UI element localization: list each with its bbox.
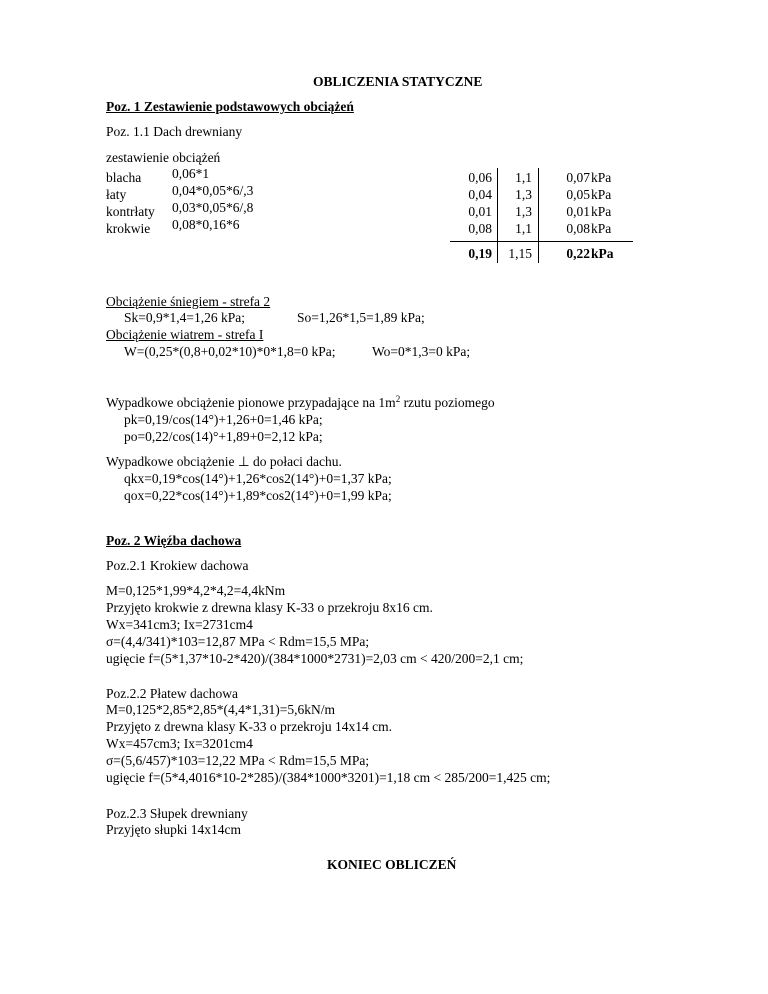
design-value: 0,01 [566, 204, 590, 219]
factor-total: 1,15 [508, 246, 532, 261]
calc-line: σ=(4,4/341)*103=12,87 MPa < Rdm=15,5 MPa; [106, 634, 370, 649]
char-total: 0,19 [468, 246, 492, 261]
design-value: 0,07 [566, 170, 590, 185]
subsection-title-1-1: Poz. 1.1 Dach drewniany [106, 124, 243, 139]
factor-value: 1,1 [515, 170, 532, 185]
table-sum-rule [450, 241, 633, 242]
char-value: 0,04 [468, 187, 492, 202]
design-total: 0,22 [566, 246, 590, 261]
table-vertical-rule [497, 168, 498, 263]
calc-line: M=0,125*2,85*2,85*(4,4*1,31)=5,6kN/m [106, 702, 335, 717]
load-name: kontrłaty [106, 204, 155, 219]
unit: kPa [591, 221, 612, 236]
char-value: 0,08 [468, 221, 492, 236]
snow-heading: Obciążenie śniegiem - strefa 2 [106, 294, 271, 309]
load-name: krokwie [106, 221, 151, 236]
po-line: po=0,22/cos(14)°+1,89+0=2,12 kPa; [124, 429, 323, 444]
design-value: 0,08 [566, 221, 590, 236]
calc-line: ugięcie f=(5*1,37*10-2*420)/(384*1000*2731)=2,03 cm < 420/200=2,1 cm; [106, 651, 524, 666]
calc-line: Wx=341cm3; Ix=2731cm4 [106, 617, 253, 632]
char-value: 0,06 [468, 170, 492, 185]
table-label: zestawienie obciążeń [106, 150, 221, 165]
unit-total: kPa [591, 246, 614, 261]
snow-so: So=1,26*1,5=1,89 kPa; [297, 310, 425, 325]
wind-wo: Wo=0*1,3=0 kPa; [372, 344, 471, 359]
unit: kPa [591, 170, 612, 185]
qox-line: qox=0,22*cos(14°)+1,89*cos2(14°)+0=1,99 kPa; [124, 488, 392, 503]
load-name: łaty [106, 187, 127, 202]
subsection-title-2-3: Poz.2.3 Słupek drewniany [106, 806, 248, 821]
calc-line: Przyjęto krokwie z drewna klasy K-33 o przekroju 8x16 cm. [106, 600, 433, 615]
subsection-title-2-1: Poz.2.1 Krokiew dachowa [106, 558, 249, 573]
calc-line: Przyjęto z drewna klasy K-33 o przekroju 14x14 cm. [106, 719, 393, 734]
calc-line: Przyjęto słupki 14x14cm [106, 822, 241, 837]
char-value: 0,01 [468, 204, 492, 219]
design-value: 0,05 [566, 187, 590, 202]
factor-value: 1,3 [515, 187, 532, 202]
qkx-line: qkx=0,19*cos(14°)+1,26*cos2(14°)+0=1,37 kPa; [124, 471, 392, 486]
unit: kPa [591, 204, 612, 219]
wind-w: W=(0,25*(0,8+0,02*10)*0*1,8=0 kPa; [124, 344, 336, 359]
wind-heading: Obciążenie wiatrem - strefa I [106, 327, 264, 342]
factor-value: 1,1 [515, 221, 532, 236]
document-title: OBLICZENIA STATYCZNE [313, 74, 483, 89]
section-heading-poz1: Poz. 1 Zestawienie podstawowych obciążeń [106, 99, 354, 114]
load-formula: 0,06*1 [172, 166, 210, 181]
pk-line: pk=0,19/cos(14°)+1,26+0=1,46 kPa; [124, 412, 323, 427]
table-vertical-rule [538, 168, 539, 263]
factor-value: 1,3 [515, 204, 532, 219]
section-heading-poz2: Poz. 2 Więźba dachowa [106, 533, 242, 548]
vertical-load-heading: Wypadkowe obciążenie pionowe przypadające na $1m^2$ rzutu poziomego [106, 394, 495, 410]
end-of-calculations: KONIEC OBLICZEŃ [327, 857, 457, 872]
calc-line: Wx=457cm3; Ix=3201cm4 [106, 736, 253, 751]
calc-line: ugięcie f=(5*4,4016*10-2*285)/(384*1000*3201)=1,18 cm < 285/200=1,425 cm; [106, 770, 551, 785]
unit: kPa [591, 187, 612, 202]
snow-sk: Sk=0,9*1,4=1,26 kPa; [124, 310, 245, 325]
load-formula: 0,04*0,05*6/,3 [172, 183, 254, 198]
calc-line: M=0,125*1,99*4,2*4,2=4,4kNm [106, 583, 286, 598]
load-formula: 0,03*0,05*6/,8 [172, 200, 254, 215]
calc-line: σ=(5,6/457)*103=12,22 MPa < Rdm=15,5 MPa; [106, 753, 370, 768]
subsection-title-2-2: Poz.2.2 Płatew dachowa [106, 686, 238, 701]
perpendicular-load-heading: Wypadkowe obciążenie ⊥ do połaci dachu. [106, 454, 342, 469]
load-name: blacha [106, 170, 142, 185]
load-formula: 0,08*0,16*6 [172, 217, 240, 232]
